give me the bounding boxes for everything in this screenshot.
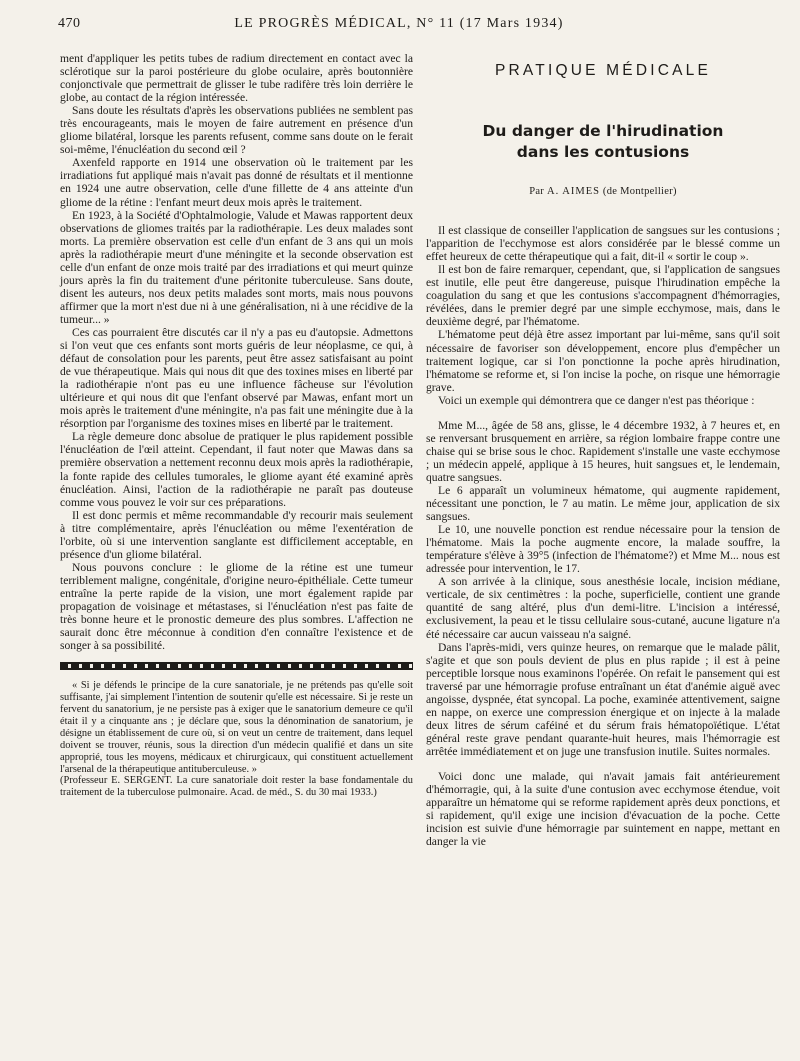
- right-paragraph-4: Voici un exemple qui démontrera que ce danger n'est pas théorique :: [438, 393, 755, 407]
- case-paragraph-2: Le 6 apparaît un volumineux hématome, qui augmente rapidement, nécessitant une ponction, le 7 au matin. Le même jour, application de six sangsues.: [426, 483, 780, 524]
- right-column: [426, 52, 780, 848]
- left-paragraph-6: La règle demeure donc absolue de pratiquer le plus rapidement possible l'énucléation de l'œil atteint. Cependant, il faut noter que Mawas dans sa première observation a nettement reconnu deux mois après la radiothérapie, la fonte rapide des cellules tumorales, le gliome ayant été examiné après énucléation. Ainsi, l'action de la radiothérapie ne paraît pas douteuse comme vous pouvez le voir sur ces préparations.: [60, 430, 413, 509]
- note-citation: (Professeur E. SERGENT. La cure sanatoriale doit rester la base fondamentale du traitement de la tuberculose pulmonaire. Acad. de méd., S. du 30 mai 1933.): [60, 775, 413, 799]
- case-paragraph-5: Dans l'après-midi, vers quinze heures, on remarque que le malade pâlit, s'agite et que son pouls devient de plus en plus rapide ; il est à peine perceptible lorsque nous examinons l'opérée. On refait le pansement qui est traversé par une hémorragie profuse entraînant un état d'anémie aiguë avec angoisse, dyspnée, état syncopal. La poche, examinée attentivement, saigne en nappe, on exerce une compression énergique et on injecte à la malade deux litres de sérum caféiné et du sérum frais hématopoïétique. L'état général reste grave pendant quarante-huit heures, mais l'hémorragie est arrêtée immédiatement et on juge une transfusion inutile. Suites normales.: [426, 640, 780, 758]
- left-paragraph-5: Ces cas pourraient être discutés car il n'y a pas eu d'autopsie. Admettons si l'on veut que ces enfants sont morts guéris de leur néoplasme, ce qui, à défaut de consolation pour les parents, peut être assez satisfaisant au point de vue thérapeutique. Mais qui nous dit que des toxines mises en liberté par la radiothérapie n'ont pas eu une influence fâcheuse sur l'évolution ultérieure et qui nous dit que l'enfant observé par Mawas, enfant mort un mois après le traitement d'une méningite, n'a pas fait une méningite due à la résorption par l'organisme des toxines mises en liberté par le traitement.: [60, 325, 413, 431]
- right-paragraph-3: L'hématome peut déjà être assez important par lui-même, sans qu'il soit nécessaire de favoriser son développement, encore plus d'empêcher un traitement logique, car si l'on ponctionne la poche après hirudination, l'hématome se reforme et, si l'on incise la poche, on risque une hémorragie grave.: [426, 328, 780, 394]
- left-paragraph-8: Nous pouvons conclure : le gliome de la rétine est une tumeur terriblement maligne, congénitale, d'origine neuro-épithéliale. Cette tumeur entraîne la perte rapide de la vision, une mort également rapide par propagation de voisinage et métastases, si l'énucléation n'est pas faite de très bonne heure et le pronostic demeure des plus sombres. L'affection ne saurait donc être méconnue à condition d'en connaître l'existence et de songer à sa possibilité.: [60, 560, 413, 653]
- ornamental-divider: [60, 662, 413, 670]
- running-header: [58, 16, 740, 36]
- byline-affiliation: (de Montpellier): [602, 186, 677, 198]
- left-paragraph-4: En 1923, à la Société d'Ophtalmologie, Valude et Mawas rapportent deux observations de gliomes traités par la radiothérapie. Les deux malades sont morts. La première observation est celle d'un enfant de 3 ans qui un mois après la radiothérapie meurt d'une méningite et la seconde observation est celle d'un enfant de onze mois traité par des irradiations et qui meurt quinze jours après la fin du traitement d'une péritonite tuberculeuse. Sans doute, disent les auteurs, nos deux petits malades sont morts, mais nous pouvons affirmer que la mort n'est due ni à une généralisation, ni à une récidive de la tumeur... »: [60, 208, 413, 326]
- closing-paragraph: Voici donc une malade, qui n'avait jamais fait antérieurement d'hémorragie, qui, à la suite d'une contusion avec ecchymose étendue, voit apparaître un hématome qui se reforme rapidement après deux ponctions, et si rapidement, qu'il exige une incision d'évacuation de la poche. Cette incision est suivie d'une hémorragie par suintement en nappe, mettant en danger la vie: [426, 769, 780, 849]
- article-title-line-2: dans les contusions: [516, 143, 690, 162]
- left-column: [60, 52, 413, 799]
- case-spacer: [426, 407, 780, 419]
- right-paragraph-1: Il est classique de conseiller l'application de sangsues sur les contusions ; l'apparition de l'ecchymose est alors considérée par le blessé comme un effet heureux de cette thérapeutique qui a fait, dit-il « sortir le coup ».: [426, 224, 780, 264]
- article-title-line-1: Du danger de l'hirudination: [482, 122, 724, 141]
- byline-prefix: Par: [529, 186, 545, 198]
- section-title: PRATIQUE MÉDICALE: [494, 62, 712, 79]
- closing-spacer: [426, 758, 780, 770]
- right-paragraph-2: Il est bon de faire remarquer, cependant, que, si l'application de sangsues est inutile, elle peut être dangereuse, puisque l'hirudination empêche la coagulation du sang et que les contusions s'accompagnent d'hémorragies, révélées, dans le premier degré par une simple ecchymose, mais, dans le deuxième degré, par l'hématome.: [426, 263, 780, 329]
- left-paragraph-1: ment d'appliquer les petits tubes de radium directement en contact avec la sclérotique sur la paroi postérieure du globe oculaire, après boutonnière conjonctivale que permettrait de glisser le tube radifère très loin derrière le globe, au contact de la région intéressée.: [60, 52, 413, 105]
- article-title: [426, 121, 780, 163]
- case-paragraph-1: Mme M..., âgée de 58 ans, glisse, le 4 décembre 1932, à 7 heures et, en se renversant brusquement en arrière, sa région lombaire frappe contre une chaise qui se brise sous le choc. Rapidement s'installe une vaste ecchymose ; un médecin appelé, applique à 15 heures, huit sangsues et, le lendemain, quatre sangsues.: [426, 418, 780, 484]
- byline-author: A. AIMES: [547, 186, 600, 198]
- byline: [426, 185, 780, 198]
- journal-running-title: LE PROGRÈS MÉDICAL, N° 11 (17 Mars 1934): [234, 16, 564, 31]
- note-quotation: « Si je défends le principe de la cure sanatoriale, je ne prétends pas qu'elle soit suffisante, j'ai simplement l'intention de soutenir qu'elle est nécessaire. Si je reste un fervent du sanatorium, je ne persiste pas à exiger que le sanatorium demeure ce qu'il était il y a cinquante ans ; je déclare que, sous la dénomination de sanatorium, je désigne un établissement de cure où, si on veut un centre de traitement, dans lequel doivent se trouver, réunis, sous la direction d'un médecin qualifié et dans un site approprié, tous les moyens, médicaux et chirurgicaux, qui constituent actuellement l'arsenal de la thérapeutique antituberculeuse. »: [60, 680, 413, 775]
- sergent-quotation-note: [60, 680, 413, 799]
- left-paragraph-7: Il est donc permis et même recommandable d'y recourir mais seulement à titre complémentaire, après l'énucléation ou même l'exentération de l'orbite, où si une intervention sanglante est difficilement acceptable, en présence d'un gliome bilatéral.: [60, 508, 413, 561]
- left-paragraph-2: Sans doute les résultats d'après les observations publiées ne semblent pas très encourageants, mais le moyen de faire autrement en présence d'un gliome bilatéral, lorsque les parents refusent, comme sans doute on le ferait soi-même, l'énucléation du second œil ?: [60, 104, 413, 157]
- case-paragraph-3: Le 10, une nouvelle ponction est rendue nécessaire pour la tension de l'hématome. Mais la poche augmente encore, la malade souffre, la température s'élève à 39°5 (infection de l'hématome?) et Mme M... nous est adressée pour intervention, le 17.: [426, 523, 780, 576]
- page-number: 470: [58, 16, 81, 31]
- case-paragraph-4: A son arrivée à la clinique, sous anesthésie locale, incision médiane, verticale, de six centimètres : la poche, superficielle, contient une grande quantité de sang altéré, plus d'un demi-litre. L'incision a intéressé, exclusivement, la peau et le tissu cellulaire sous-cutané, aucune ligature n'a été nécessaire car aucun vaisseau n'a saigné.: [426, 575, 780, 641]
- left-paragraph-3: Axenfeld rapporte en 1914 une observation où le traitement par les irradiations fut appliqué mais n'avait pas donné de résultats et il mentionne en 1924 une autre observation, celle d'une fillette de 4 ans atteinte d'un gliome de la rétine : l'enfant meurt deux mois après le traitement.: [60, 156, 413, 209]
